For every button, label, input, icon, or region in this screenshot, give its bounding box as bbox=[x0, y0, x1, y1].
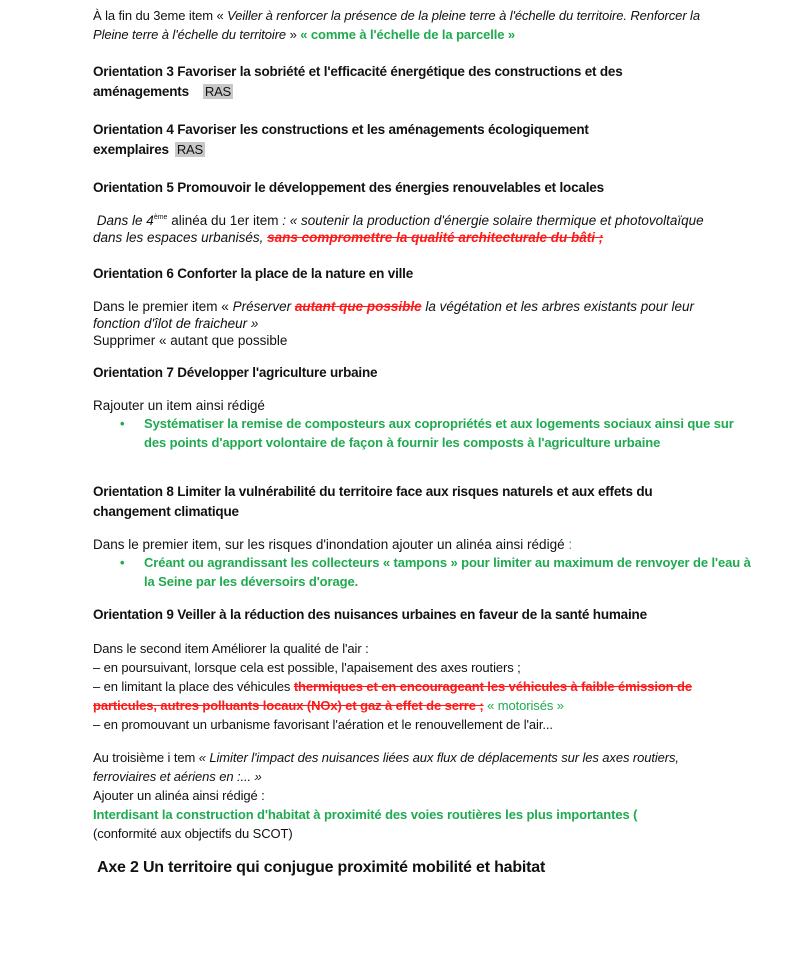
ras-badge: RAS bbox=[176, 142, 203, 157]
bullet-icon: • bbox=[120, 416, 125, 431]
o6-italic1: Préserver bbox=[232, 299, 295, 314]
orientation-8-title: Orientation 8 Limiter la vulnérabilité du territoire face aux risques naturels et aux effets du changement climatique bbox=[93, 484, 653, 519]
o6-line2: Supprimer « autant que possible bbox=[93, 333, 288, 348]
o7-bullet-item bbox=[93, 414, 749, 452]
ras-badge: RAS bbox=[204, 84, 232, 99]
o9-addition: « motorisés » bbox=[483, 698, 564, 713]
orientation-5-text bbox=[93, 212, 705, 246]
o9-line2 bbox=[93, 677, 725, 715]
o6-italic2: la végétation et les arbres existants pour leur fonction d'îlot de fraicheur » bbox=[93, 299, 695, 331]
orientation-6-heading bbox=[93, 264, 725, 284]
o8-bullet-item bbox=[93, 553, 764, 591]
intro-quote: Veiller à renforcer la présence de la pleine terre à l'échelle du territoire. Renforcer la Pleine terre à l'échelle du territoire bbox=[93, 8, 700, 42]
orientation-6-text bbox=[93, 298, 708, 332]
o9-intro: Dans le second item Améliorer la qualité de l'air : bbox=[93, 641, 369, 656]
axe-2-title: Axe 2 Un territoire qui conjugue proximité mobilité et habitat bbox=[97, 859, 546, 876]
intro-close: » bbox=[286, 27, 301, 42]
o9-third-quote: « Limiter l'impact des nuisances liées aux flux de déplacements sur les axes routiers, ferroviaires et aériens en :... » bbox=[93, 750, 679, 784]
o9-third-item bbox=[93, 748, 693, 843]
orientation-8-heading bbox=[93, 482, 713, 522]
o9-line2-prefix: – en limitant la place des véhicules bbox=[93, 679, 294, 694]
o6-deleted-text: autant que possible bbox=[294, 299, 422, 314]
o9-add-note: (conformité aux objectifs du SCOT) bbox=[93, 826, 293, 841]
o5-italic2: : « soutenir la production d'énergie solaire thermique et photovoltaïque dans les espaces urbanisés, bbox=[93, 213, 704, 245]
axe-2-heading bbox=[97, 857, 725, 879]
o8-item-text: Créant ou agrandissant les collecteurs « tampons » pour limiter au maximum de renvoyer de l'eau à la Seine par les déversoirs d'orage. bbox=[144, 555, 751, 589]
orientation-7-heading bbox=[93, 363, 725, 383]
orientation-9-heading bbox=[93, 605, 725, 625]
o9-add-intro: Ajouter un alinéa ainsi rédigé : bbox=[93, 788, 265, 803]
intro-paragraph bbox=[93, 6, 725, 44]
o7-intro: Rajouter un item ainsi rédigé bbox=[93, 398, 265, 413]
orientation-5-title: Orientation 5 Promouvoir le développement des énergies renouvelables et locales bbox=[93, 180, 604, 195]
orientation-9-title: Orientation 9 Veiller à la réduction des nuisances urbaines en faveur de la santé humaine bbox=[93, 607, 647, 622]
o7-item-text: Systématiser la remise de composteurs aux copropriétés et aux logements sociaux ainsi que sur des points d'apport volontaire de façon à fournir les composts à l'agriculture urbaine bbox=[144, 416, 734, 450]
o5-deleted-text: sans compromettre la qualité architecturale du bâti ; bbox=[267, 230, 604, 245]
o6-prefix: Dans le premier item « bbox=[93, 299, 233, 314]
orientation-9-text bbox=[93, 639, 725, 734]
o5-normal: alinéa du 1er item bbox=[167, 213, 279, 228]
orientation-4-title: Orientation 4 Favoriser les constructions et les aménagements écologiquement exemplaires bbox=[93, 122, 589, 157]
orientation-5-heading bbox=[93, 178, 725, 198]
o5-sup: ème bbox=[153, 214, 168, 221]
o5-italic1: Dans le 4 bbox=[96, 213, 154, 228]
o9-line1: – en poursuivant, lorsque cela est possible, l'apaisement des axes routiers ; bbox=[93, 660, 521, 675]
o8-intro: Dans le premier item, sur les risques d'inondation ajouter un alinéa ainsi rédigé bbox=[93, 537, 569, 552]
intro-prefix: À la fin du 3eme item « bbox=[93, 8, 228, 23]
o9-third-line bbox=[93, 748, 693, 786]
o8-intro-line bbox=[93, 536, 725, 553]
orientation-4-heading bbox=[93, 120, 653, 160]
orientation-3-title: Orientation 3 Favoriser la sobriété et l'efficacité énergétique des constructions et des aménagements bbox=[93, 64, 623, 99]
intro-addition: « comme à l'échelle de la parcelle » bbox=[300, 27, 516, 42]
o9-deleted-text: thermiques et en encourageant les véhicules à faible émission de particules, autres polluants locaux (NOx) et gaz à effet de serre ; bbox=[93, 679, 692, 713]
o9-third-prefix: Au troisième i tem bbox=[93, 750, 199, 765]
o9-line3: – en promouvant un urbanisme favorisant l'aération et le renouvellement de l'air... bbox=[93, 717, 553, 732]
orientation-7-title: Orientation 7 Développer l'agriculture urbaine bbox=[93, 365, 378, 380]
orientation-3-heading bbox=[93, 62, 725, 102]
orientation-6-title: Orientation 6 Conforter la place de la nature en ville bbox=[93, 266, 414, 281]
o9-add-item: Interdisant la construction d'habitat à proximité des voies routières les plus importantes ( bbox=[93, 807, 638, 822]
o8-colon: : bbox=[568, 537, 573, 552]
bullet-icon: • bbox=[120, 555, 125, 570]
